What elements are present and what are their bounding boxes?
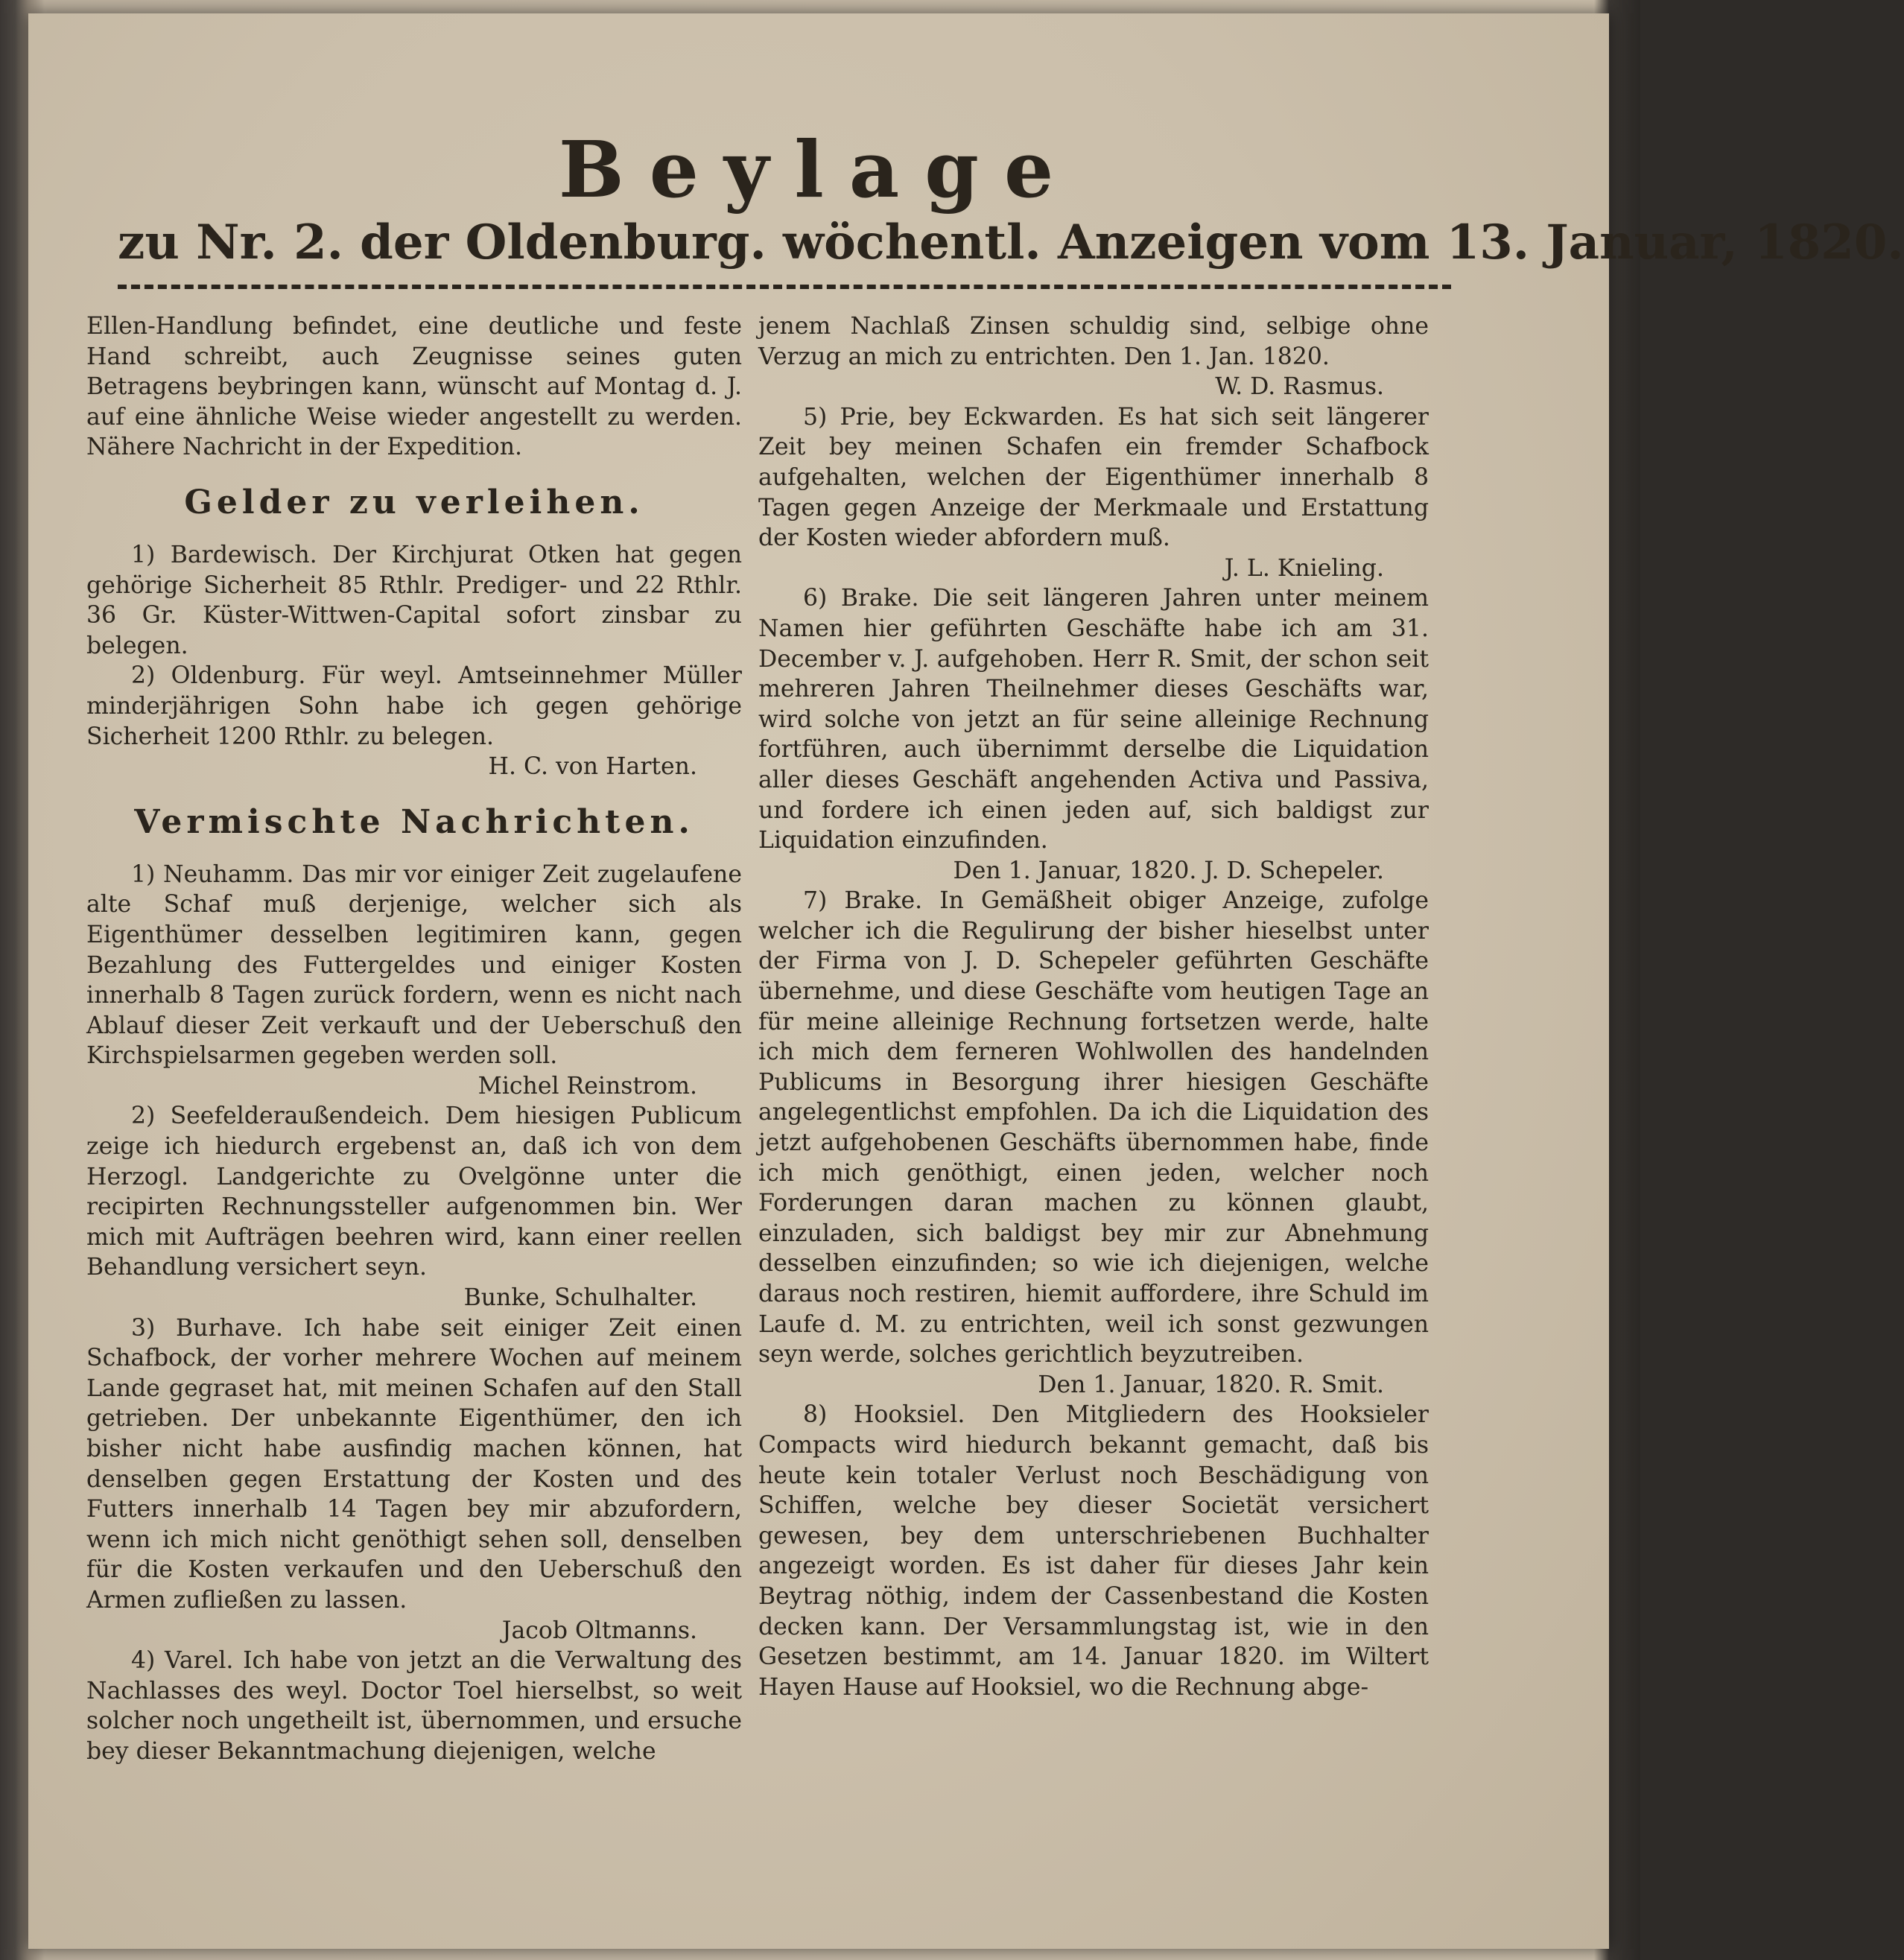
signature-reinstrom: Michel Reinstrom. <box>477 1072 697 1100</box>
section-title-loans: Gelder zu verleihen. <box>184 483 644 521</box>
intro-paragraph: Ellen-Handlung befindet, eine deutliche und feste Hand schreibt, auch Zeugnisse seines guten Betragens beybringen kann, wünscht auf Montag d. J. auf eine ähnliche Weise wieder angestellt zu werden. Nähere Nachricht in der Expedition. <box>86 313 742 461</box>
newspaper-page <box>28 13 1904 1949</box>
signature-bunke: Bunke, Schulhalter. <box>463 1284 697 1312</box>
notice-burhave: 3) Burhave. Ich habe seit einiger Zeit einen Schafbock, der vorher mehrere Wochen auf meinem Lande gegraset hat, mit meinen Schafen auf den Stall getrieben. Der unbekannte Eigenthümer, den ich bisher nicht habe ausfindig machen können, hat denselben gegen Erstattung der Kosten und des Futters innerhalb 14 Tagen bey mir abzufordern, wenn ich mich nicht genöthigt sehen soll, denselben für die Kosten verkaufen und den Ueberschuß den Armen zufließen zu lassen. <box>86 1314 742 1614</box>
signature-harten: H. C. von Harten. <box>488 753 697 781</box>
signature-knieling: J. L. Knieling. <box>1224 554 1384 582</box>
section-title-misc: Vermischte Nachrichten. <box>134 802 694 841</box>
notice-varel-cont: jenem Nachlaß Zinsen schuldig sind, selbige ohne Verzug an mich zu entrichten. Den 1. Jan. 1820. <box>758 313 1429 370</box>
notice-brake-2: 7) Brake. In Gemäßheit obiger Anzeige, zufolge welcher ich die Regulirung der bisher hieselbst unter der Firma von J. D. Schepeler geführten Geschäfte übernehme, und diese Geschäfte vom heutigen Tage an für meine alleinige Rechnung fortsetzen werde, halte ich mich dem ferneren Wohlwollen des handelnden Publicums in Besorgung ihrer hiesigen Geschäfte angelegentlichst empfohlen. Da ich die Liquidation des jetzt aufgehobenen Geschäfts übernommen habe, finde ich mich genöthigt, einen jeden, welcher noch Forderungen daran machen zu können glaubt, einzuladen, sich baldigst bey mir zur Abnehmung desselben einzufinden; so wie ich diejenigen, welche daraus noch restiren, hiemit auffordere, ihre Schuld im Laufe d. M. zu entrichten, weil ich sonst gezwungen seyn werde, solches gerichtlich beyzutreiben. <box>758 887 1429 1368</box>
notice-brake-1: 6) Brake. Die seit längeren Jahren unter meinem Namen hier geführten Geschäfte habe ich am 31. December v. J. aufgehoben. Herr R. Smit, der schon seit mehreren Jahren Theilnehmer dieses Geschäfts war, wird solche von jetzt an für seine alleinige Rechnung fortführen, auch übernimmt derselbe die Liquidation aller dieses Geschäft angehenden Activa und Passiva, und fordere ich einen jeden auf, sich baldigst zur Liquidation einzufinden. <box>758 585 1429 854</box>
signature-schepeler: Den 1. Januar, 1820. J. D. Schepeler. <box>953 857 1384 884</box>
notice-varel: 4) Varel. Ich habe von jetzt an die Verwaltung des Nachlasses des weyl. Doctor Toel hierselbst, so weit solcher noch ungetheilt ist, übernommen, und ersuche bey dieser Bekanntmachung diejenigen, welche <box>86 1647 742 1765</box>
notice-hooksiel: 8) Hooksiel. Den Mitgliedern des Hooksieler Compacts wird hiedurch bekannt gemacht, daß bis heute kein totaler Verlust noch Beschädigung von Schiffen, welche bey dieser Societät versichert gewesen, bey dem unterschriebenen Buchhalter angezeigt worden. Es ist daher für dieses Jahr kein Beytrag nöthig, indem der Cassenbestand die Kosten decken kann. Der Versammlungstag ist, wie in den Gesetzen bestimmt, am 14. Januar 1820. im Wiltert Hayen Hause auf Hooksiel, wo die Rechnung abge- <box>758 1401 1429 1701</box>
notice-seefelder: 2) Seefelderaußendeich. Dem hiesigen Publicum zeige ich hiedurch ergebenst an, daß ich von dem Herzogl. Landgerichte zu Ovelgönne unter die recipirten Rechnungssteller aufgenommen bin. Wer mich mit Aufträgen beehren wird, kann einer reellen Behandlung versichert seyn. <box>86 1103 742 1281</box>
signature-rasmus: W. D. Rasmus. <box>1215 373 1384 401</box>
signature-oltmanns: Jacob Oltmanns. <box>501 1617 697 1644</box>
notice-oldenburg: 2) Oldenburg. Für weyl. Amtseinnehmer Müller minderjährigen Sohn habe ich gegen gehörige Sicherheit 1200 Rthlr. zu belegen. <box>86 662 742 750</box>
header-rule <box>118 285 1451 289</box>
supplement-title: Beylage <box>558 124 1079 215</box>
notice-prie: 5) Prie, bey Eckwarden. Es hat sich seit längerer Zeit bey meinen Schafen ein fremder Schafbock aufgehalten, welchen der Eigenthümer innerhalb 8 Tagen gegen Anzeige der Merkmaale und Erstattung der Kosten wieder abfordern muß. <box>758 403 1429 552</box>
notice-bardewisch: 1) Bardewisch. Der Kirchjurat Otken hat gegen gehörige Sicherheit 85 Rthlr. Prediger- und 22 Rthlr. 36 Gr. Küster-Wittwen-Capital sofort zinsbar zu belegen. <box>86 541 742 659</box>
notice-neuhamm: 1) Neuhamm. Das mir vor einiger Zeit zugelaufene alte Schaf muß derjenige, welcher sich als Eigenthümer desselben legitimiren kann, gegen Bezahlung des Futtergeldes und einiger Kosten innerhalb 8 Tagen zurück fordern, wenn es nicht nach Ablauf dieser Zeit verkauft und der Ueberschuß den Kirchspielsarmen gegeben werden soll. <box>86 860 742 1070</box>
supplement-subtitle: zu Nr. 2. der Oldenburg. wöchentl. Anzeigen vom 13. Januar, 1820. <box>118 215 1904 270</box>
left-column <box>86 311 742 1767</box>
right-column <box>758 311 1429 1702</box>
signature-smit: Den 1. Januar, 1820. R. Smit. <box>1038 1371 1384 1398</box>
